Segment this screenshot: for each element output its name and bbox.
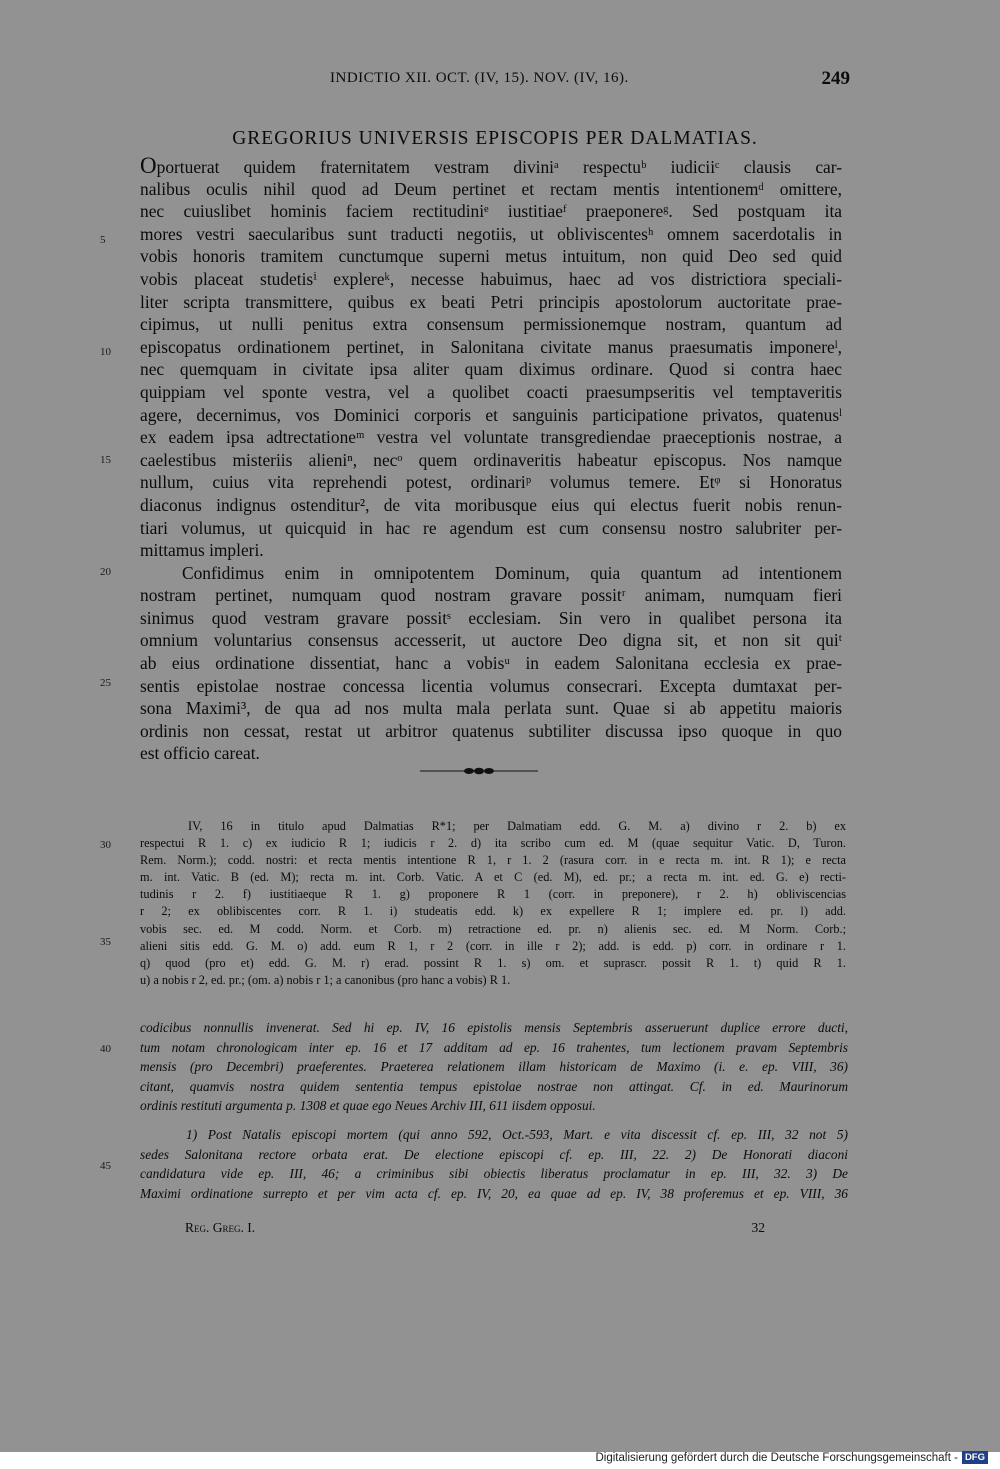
text-line: sentis epistolae nostrae concessa licentia volumus consecrari. Excepta dumtaxat per- bbox=[140, 675, 842, 696]
footnote-line: tudinis r 2. f) iustitiaeque R 1. g) proponere R 1 (corr. in preponere), r 2. h) obliviscencias bbox=[140, 887, 846, 902]
footnote-line: r 2; ex oblibiscentes corr. R 1. i) studeatis edd. k) ex expellere R 1; implere ed. pr. l) add. bbox=[140, 904, 846, 919]
line-number: 20 bbox=[100, 566, 111, 578]
main-text bbox=[140, 155, 842, 765]
text-line: caelestibus misteriis alieniⁿ, necᵒ quem ordinaveritis habeatur episcopus. Nos namque bbox=[140, 449, 842, 470]
text-line: nostram pertinet, numquam quod nostram gravare possitʳ animam, numquam fieri bbox=[140, 585, 842, 606]
running-title: INDICTIO XII. OCT. (IV, 15). NOV. (IV, 16). bbox=[330, 70, 629, 86]
text-line: episcopatus ordinationem pertinet, in Salonitana civitate manus praesumatis imponereˡ, bbox=[140, 336, 842, 357]
signature-left: Reg. Greg. I. bbox=[185, 1220, 256, 1235]
text-line: vobis placeat studetisⁱ explereᵏ, necesse habuimus, haec ad vos districtiora speciali- bbox=[140, 268, 842, 289]
text-line: sona Maximi³, de qua ad nos multa mala perlata sunt. Quae si ab appetitu maioris bbox=[140, 698, 842, 719]
text-line: Confidimus enim in omnipotentem Dominum, quia quantum ad intentionem bbox=[182, 562, 842, 583]
text-line: diaconus indignus ostenditur², de vita moribusque eius qui electus fuerit nobis renun- bbox=[140, 494, 842, 515]
footnote-line: respectui R 1. c) ex iudicio R 1; iudicis r 2. d) ita scribo cum ed. M (quae sequitur Vatic. D, Turon. bbox=[140, 836, 846, 851]
text-line: agere, decernimus, vos Dominici corporis et sanguinis participatione privatos, quatenusˡ bbox=[140, 404, 842, 425]
commentary-line: sedes Salonitana rectore orbata erat. De electione episcopi cf. ep. III, 22. 2) De Honorati diaconi bbox=[140, 1146, 848, 1162]
line-number: 35 bbox=[100, 936, 111, 948]
line-number: 40 bbox=[100, 1043, 111, 1055]
footnote-line: IV, 16 in titulo apud Dalmatias R*1; per Dalmatiam edd. G. M. a) divino r 2. b) ex bbox=[188, 819, 846, 833]
commentary-line: ordinis restituti argumenta p. 1308 et quae ego Neues Archiv III, 611 iisdem opposui. bbox=[140, 1098, 596, 1114]
text-line: Oportuerat quidem fraternitatem vestram diviniᵃ respectuᵇ iudiciiᶜ clausis car- bbox=[140, 155, 842, 178]
line-number: 15 bbox=[100, 454, 111, 466]
commentary bbox=[140, 1018, 848, 1203]
text-line: liter scripta transmittere, quibus ex beati Petri principis apostolorum auctoritate prae- bbox=[140, 291, 842, 312]
footnote-line: q) quod (pro et) edd. G. M. r) erad. possint R 1. s) om. et suprascr. possit R 1. t) quid R 1. bbox=[140, 955, 846, 970]
text-line: ex eadem ipsa adtrectationeᵐ vestra vel voluntate transgrediendae praeceptionis nostrae, a bbox=[140, 427, 842, 448]
commentary-line: 1) Post Natalis episcopi mortem (qui anno 592, Oct.-593, Mart. e vita discessit cf. ep. III, 32 not 5) bbox=[186, 1126, 848, 1142]
commentary-line: citant, quamvis nostra quidem sententia tempus epistolae nostrae non attingat. Cf. in ed. Maurinorum bbox=[140, 1078, 848, 1094]
text-line: cipimus, ut nulli penitus extra consensum permissionemque nostram, quantum ad bbox=[140, 314, 842, 335]
text-line: nec quemquam in civitate ipsa aliter quam diximus ordinare. Quod si contra haec bbox=[140, 359, 842, 380]
text-line: ordinis non cessat, restat ut arbitror quatenus subtiliter discussa ipso quoque in quo bbox=[140, 720, 842, 741]
footnote-line: alieni sitis edd. G. M. o) add. eum R 1, r 2 (corr. in ille r 2); add. is edd. p) corr. in ordinare r 1. bbox=[140, 938, 846, 953]
footnote-line: u) a nobis r 2, ed. pr.; (om. a) nobis r 1; a canonibus (pro hanc a vobis) R 1. bbox=[140, 972, 511, 987]
footnote-line: vobis sec. ed. M codd. Norm. et Corb. m) retractione ed. pr. n) alienis sec. ed. M Norm. Corb.; bbox=[140, 921, 846, 936]
dfg-logo: DFG bbox=[962, 1451, 988, 1464]
line-number: 10 bbox=[100, 346, 111, 358]
footer-text: Digitalisierung gefördert durch die Deutsche Forschungsgemeinschaft - bbox=[595, 1451, 958, 1464]
line-number: 5 bbox=[100, 234, 106, 246]
text-line: quippiam vel sponte vestra, vel a quolibet coacti praesumpseritis vel temptaveritis bbox=[140, 381, 842, 402]
initial-letter: O bbox=[140, 155, 157, 178]
text-line: est officio careat. bbox=[140, 743, 260, 764]
line-number: 45 bbox=[100, 1160, 111, 1172]
running-header bbox=[330, 70, 850, 87]
letter-title: GREGORIUS UNIVERSIS EPISCOPIS PER DALMATIAS. bbox=[232, 128, 758, 149]
commentary-line: tum notam chronologicam inter ep. 16 et 17 additam ad ep. 16 trahentes, tum lectionem pravam Septembris bbox=[140, 1039, 848, 1055]
commentary-line: candidatura vide ep. III, 46; a criminibus sibi obiectis liberatus proclamatur in ep. III, 32. 3) De bbox=[140, 1166, 848, 1182]
signature-right: 32 bbox=[751, 1220, 765, 1235]
text-line: mittamus impleri. bbox=[140, 540, 264, 561]
text-line: omnium voluntarius consensus accesserit, ut auctore Deo digna sit, et non sit quiᵗ bbox=[140, 630, 842, 651]
text-line: nullum, cuius vita reprehendi potest, ordinariᵖ volumus temere. Etᵠ si Honoratus bbox=[140, 472, 842, 493]
commentary-line: mensis (pro Decembri) praeferentes. Praeterea relationem illam historicam de Maximo (i. e. ep. VIII, 36) bbox=[140, 1059, 848, 1075]
footer bbox=[596, 1451, 989, 1464]
text-line: mores vestri saecularibus sunt traducti negotiis, ut obliviscentesʰ omnem sacerdotalis in bbox=[140, 223, 842, 244]
ornament-divider bbox=[420, 765, 538, 777]
text-line: vobis honoris tramitem cunctumque superni metus intuitum, non quid Deo sed quid bbox=[140, 246, 842, 267]
commentary-line: Maximi ordinatione surrepto et per vim acta cf. ep. IV, 20, ea quae ad ep. IV, 38 proferemus et ep. VIII, 36 bbox=[140, 1185, 848, 1201]
text-line: nalibus oculis nihil quod ad Deum pertinet et rectam mentis intentionemᵈ omittere, bbox=[140, 178, 842, 199]
commentary-line: codicibus nonnullis invenerat. Sed hi ep. IV, 16 epistolis mensis Septembris asseruerunt duplice errore ducti, bbox=[140, 1020, 848, 1035]
signature-line bbox=[185, 1220, 765, 1236]
footnote-line: m. int. Vatic. B (ed. M); recta m. int. Corb. Vatic. A et C (ed. M), ed. pr.; a recta m. int. ed. G. e) recti- bbox=[140, 870, 846, 885]
text-line: nec cuiuslibet hominis faciem rectitudiniᵉ iustitiaeᶠ praeponereᵍ. Sed postquam ita bbox=[140, 201, 842, 222]
text-line: ab eius ordinatione dissentiat, hanc a vobisᵘ in eadem Salonitana ecclesia ex prae- bbox=[140, 653, 842, 674]
footnote-line: Rem. Norm.); codd. nostri: et recta mentis intentione R 1, r 1. 2 (rasura corr. in e recta m. int. R 1); e recta bbox=[140, 853, 846, 868]
text-line: sinimus quod vestram gravare possitˢ ecclesiam. Sin vero in qualibet persona ita bbox=[140, 607, 842, 628]
text-line: tiari volumus, ut quicquid in hac re agendum est cum consensu nostro salubriter per- bbox=[140, 517, 842, 538]
page-number: 249 bbox=[821, 68, 850, 89]
line-number: 25 bbox=[100, 677, 111, 689]
line-number: 30 bbox=[100, 839, 111, 851]
footnotes bbox=[140, 818, 846, 989]
